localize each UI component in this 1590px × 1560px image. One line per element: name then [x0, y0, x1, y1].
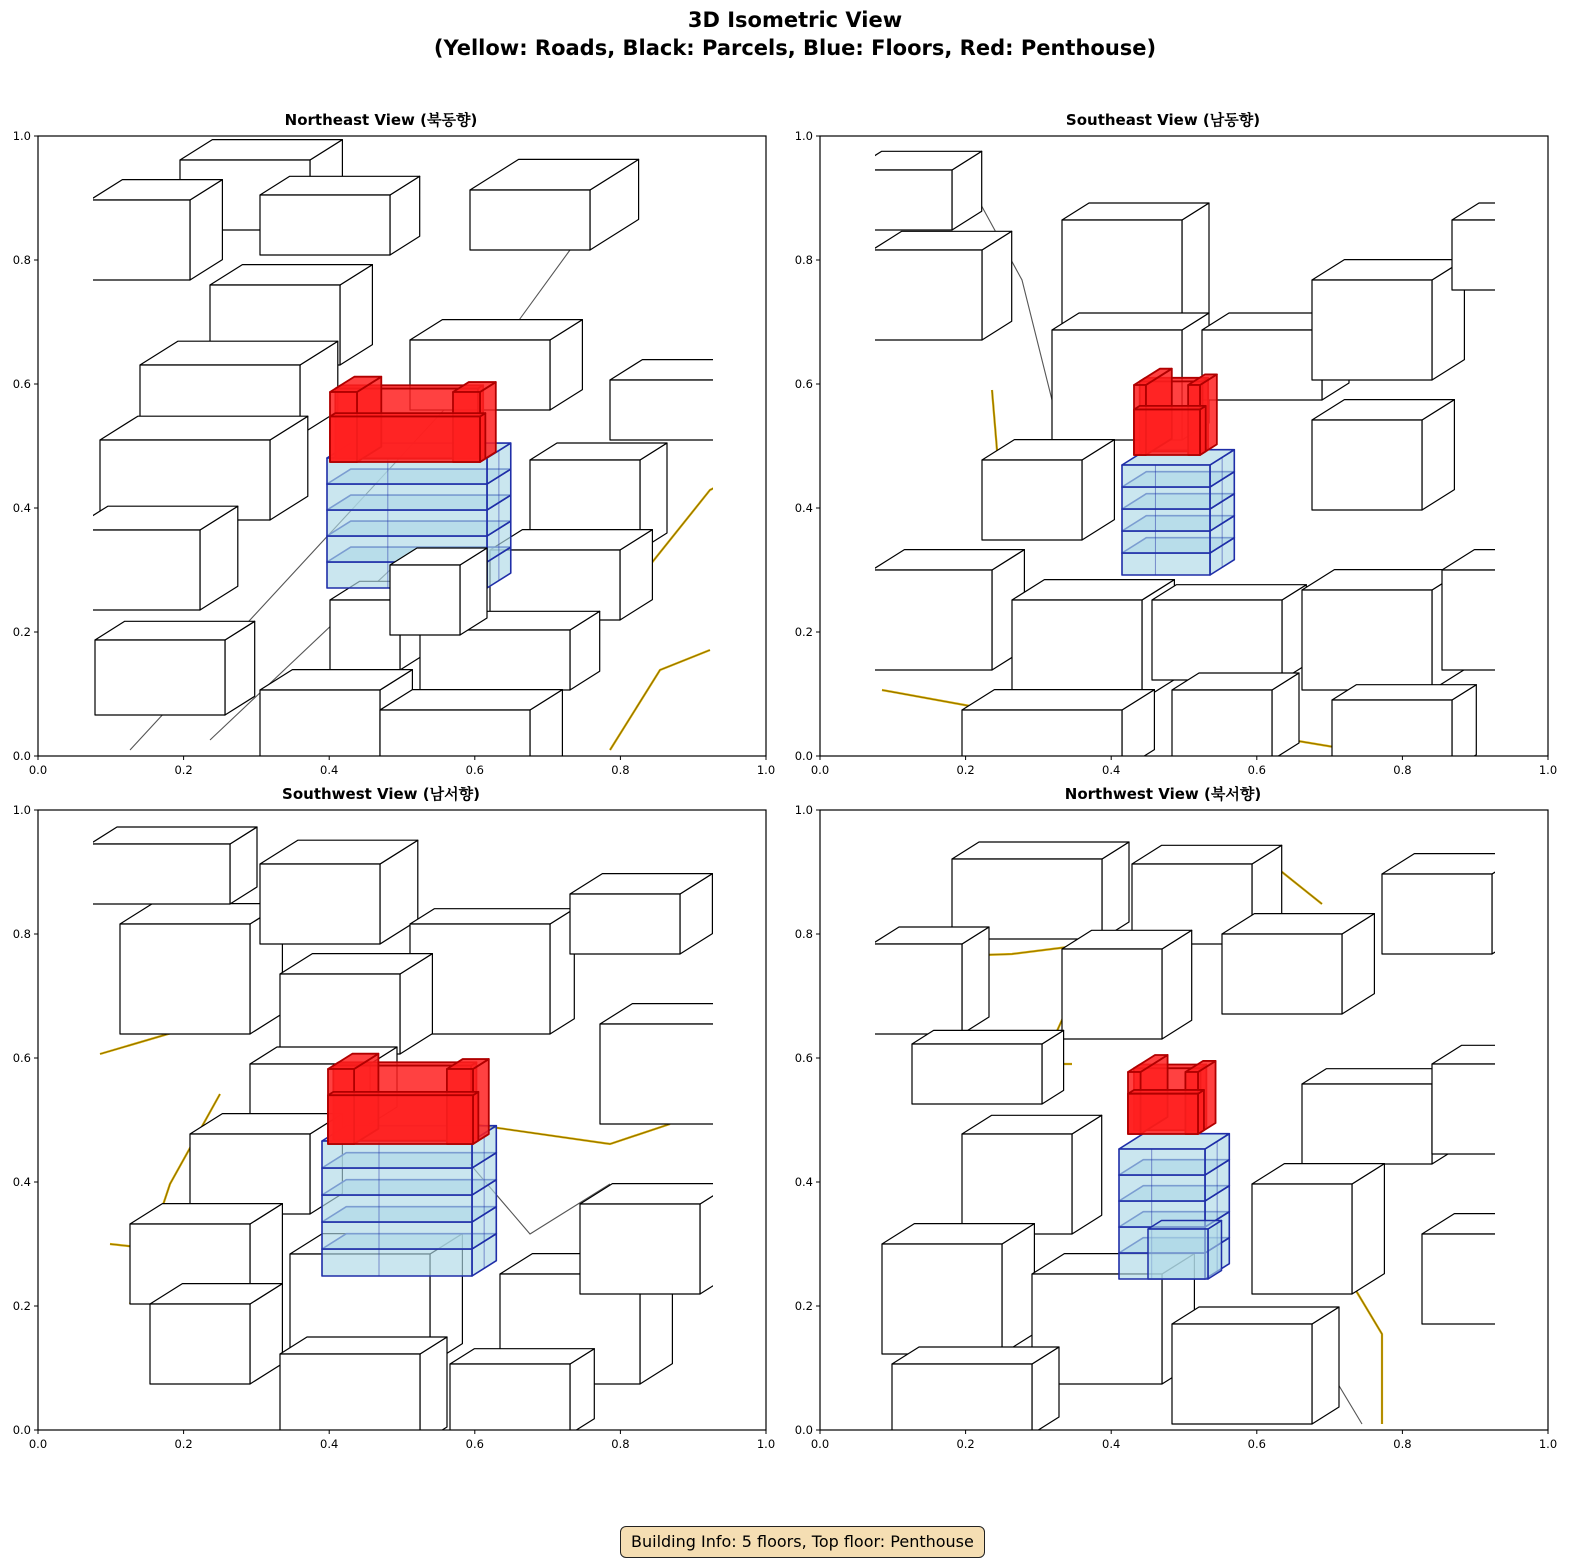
parcel-building: [872, 550, 1024, 670]
parcel-building: [962, 690, 1154, 770]
x-tick-label: 1.0: [1538, 1437, 1558, 1451]
x-tick-label: 0.8: [611, 763, 630, 777]
y-tick-label: 0.6: [12, 1051, 31, 1065]
y-tick-label: 0.6: [794, 377, 813, 391]
parcel-building: [100, 416, 308, 520]
plot-northeast: [10, 129, 776, 777]
y-tick-label: 0.2: [794, 1299, 813, 1313]
parcel-building: [410, 909, 574, 1034]
parcel-building: [1172, 673, 1299, 760]
x-tick-label: 0.8: [611, 1437, 630, 1451]
y-tick-label: 0.8: [794, 253, 813, 267]
floor-slab: [1119, 1134, 1229, 1175]
city-scene: [872, 842, 1572, 1434]
x-tick-label: 0.8: [1393, 763, 1412, 777]
x-tick-label: 0.6: [1247, 1437, 1266, 1451]
panel-title: Northwest View (북서향): [1064, 785, 1262, 803]
parcel-building: [470, 159, 639, 250]
parcel-building: [150, 1284, 282, 1384]
parcel-building: [1312, 400, 1454, 510]
penthouse-wall: [1128, 1090, 1204, 1134]
building-info-box: Building Info: 5 floors, Top floor: Penthouse: [620, 1526, 985, 1558]
y-tick-label: 0.4: [794, 1175, 813, 1189]
parcel-building: [90, 827, 257, 904]
road-edge: [610, 650, 710, 750]
x-tick-label: 1.0: [756, 763, 776, 777]
x-tick-label: 1.0: [756, 1437, 776, 1451]
parcel-building: [1422, 1214, 1564, 1324]
y-tick-label: 0.2: [12, 625, 31, 639]
y-tick-label: 0.0: [12, 749, 31, 763]
x-tick-label: 0.2: [174, 763, 193, 777]
parcel-building: [1312, 260, 1464, 380]
main-title-line2: (Yellow: Roads, Black: Parcels, Blue: Floors, Red: Penthouse): [433, 36, 1157, 60]
x-tick-label: 0.4: [1102, 1437, 1121, 1451]
y-tick-label: 0.6: [794, 1051, 813, 1065]
parcel-building: [570, 874, 712, 954]
parcel-building: [1332, 685, 1476, 770]
parcel-building: [952, 842, 1129, 939]
panel-northwest: [792, 784, 1558, 1451]
plot-southeast: [792, 129, 1558, 777]
parcel-building: [1172, 1307, 1339, 1424]
floor-slab: [1148, 1221, 1222, 1280]
parcel-building: [872, 927, 989, 1034]
penthouse-wall: [330, 413, 485, 462]
x-tick-label: 0.4: [1102, 763, 1121, 777]
panel-southeast: [792, 110, 1558, 777]
x-tick-label: 0.0: [810, 763, 830, 777]
parcel-building: [190, 1114, 342, 1214]
road-edge: [470, 1124, 670, 1144]
city-scene: [90, 827, 752, 1444]
parcel-building: [1062, 203, 1209, 330]
road-line: [610, 650, 710, 750]
x-tick-label: 0.6: [465, 1437, 484, 1451]
parcel-building: [1432, 1045, 1572, 1154]
parcel-building: [260, 176, 420, 255]
y-tick-label: 0.8: [794, 927, 813, 941]
parcel-building: [882, 1224, 1034, 1354]
parcel-building: [852, 151, 982, 230]
y-tick-label: 0.8: [12, 253, 31, 267]
parcel-building: [1442, 550, 1590, 670]
y-tick-label: 0.8: [12, 927, 31, 941]
x-tick-label: 1.0: [1538, 763, 1558, 777]
panel-northeast: [10, 110, 776, 777]
x-tick-label: 0.4: [320, 763, 339, 777]
panel-title: Northeast View (북동향): [284, 111, 478, 129]
parcel-building: [260, 840, 418, 944]
parcel-building: [280, 954, 432, 1054]
parcel-building: [600, 1004, 752, 1124]
y-tick-label: 1.0: [794, 129, 813, 143]
parcel-building: [580, 1184, 732, 1294]
x-tick-label: 0.2: [956, 1437, 975, 1451]
parcel-building: [120, 904, 282, 1034]
y-tick-label: 0.0: [794, 1423, 813, 1437]
x-tick-label: 0.2: [956, 763, 975, 777]
parcel-building: [892, 1347, 1059, 1434]
main-title-line1: 3D Isometric View: [687, 8, 903, 32]
y-tick-label: 0.0: [794, 749, 813, 763]
city-scene: [852, 151, 1590, 770]
parcel-building: [1152, 585, 1306, 680]
y-tick-label: 1.0: [12, 803, 31, 817]
parcel-building: [1302, 570, 1464, 690]
x-tick-label: 0.0: [28, 763, 48, 777]
parcel-building: [450, 1349, 594, 1434]
y-tick-label: 0.4: [12, 501, 31, 515]
parcel-building: [95, 621, 255, 715]
road-line: [1352, 1284, 1382, 1424]
y-tick-label: 0.4: [12, 1175, 31, 1189]
parcel-building: [70, 506, 238, 610]
x-tick-label: 0.0: [28, 1437, 48, 1451]
x-tick-label: 0.2: [174, 1437, 193, 1451]
parcel-building: [280, 1337, 447, 1444]
parcel-building: [1252, 1164, 1384, 1294]
penthouse-wall: [328, 1092, 478, 1144]
parcel-building: [1382, 854, 1524, 954]
city-scene: [70, 140, 770, 780]
panel-title: Southwest View (남서향): [282, 785, 480, 803]
x-tick-label: 0.4: [320, 1437, 339, 1451]
plot-southwest: [10, 803, 776, 1451]
parcel-building: [1012, 580, 1174, 700]
parcel-building: [610, 360, 762, 440]
x-tick-label: 0.6: [465, 763, 484, 777]
y-tick-label: 1.0: [12, 129, 31, 143]
parcel-building: [490, 530, 652, 620]
parcel-building: [912, 1030, 1064, 1104]
parcel-building: [1062, 930, 1192, 1039]
road-edge: [1352, 1284, 1382, 1424]
parcel-building: [390, 548, 487, 635]
x-tick-label: 0.6: [1247, 763, 1266, 777]
parcel-building: [1452, 203, 1589, 290]
panel-title: Southeast View (남동향): [1065, 111, 1261, 129]
y-tick-label: 0.6: [12, 377, 31, 391]
x-tick-label: 0.0: [810, 1437, 830, 1451]
y-tick-label: 0.2: [12, 1299, 31, 1313]
parcel-building: [872, 231, 1012, 340]
parcel-building: [962, 1115, 1102, 1234]
y-tick-label: 0.0: [12, 1423, 31, 1437]
x-tick-label: 0.8: [1393, 1437, 1412, 1451]
y-tick-label: 0.2: [794, 625, 813, 639]
penthouse-wall: [1134, 406, 1206, 455]
panel-southwest: [10, 784, 776, 1451]
parcel-building: [1222, 914, 1374, 1014]
y-tick-label: 0.4: [794, 501, 813, 515]
parcel-building: [982, 440, 1114, 540]
parcel-building: [90, 180, 222, 280]
plot-northwest: [792, 803, 1558, 1451]
y-tick-label: 1.0: [794, 803, 813, 817]
